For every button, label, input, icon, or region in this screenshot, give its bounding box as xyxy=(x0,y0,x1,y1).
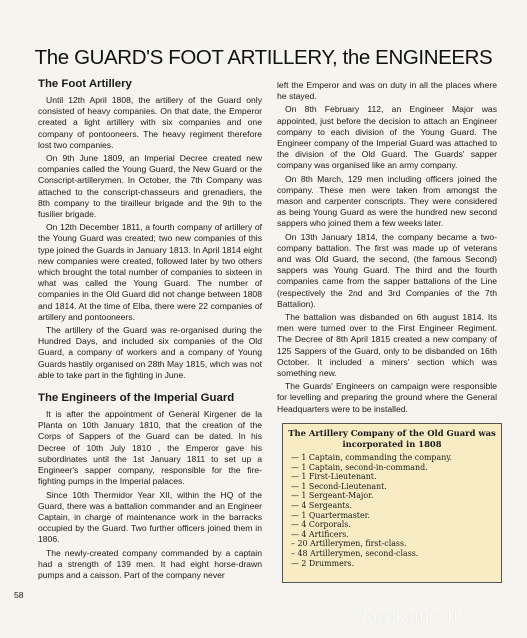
paragraph: Until 12th April 1808, the artillery of the Guard only consisted of heavy companies. On that date, the Emperor created a light artillery with six companies and one company of pontooneers. The heavy regiment therefore lost two companies. xyxy=(38,95,262,150)
box-title xyxy=(283,424,501,450)
page-title: The GUARD'S FOOT ARTILLERY, the ENGINEERS xyxy=(34,46,493,69)
heading-foot-artillery: The Foot Artillery xyxy=(38,78,132,90)
box-title-line-1: The Artillery Company of the Old Guard was xyxy=(288,428,496,438)
page-number: 58 xyxy=(14,590,24,600)
box-row: — 1 Captain, second-in-command. xyxy=(291,462,428,472)
box-row: – 20 Artillerymen, first-class. xyxy=(291,539,407,549)
box-row: — 1 Sergeant-Major. xyxy=(291,491,374,501)
left-column xyxy=(32,78,262,583)
box-row: — 1 Second-Lieutenant. xyxy=(291,481,387,491)
box-row: — 1 First-Lieutenant. xyxy=(291,472,377,482)
paragraph: On 8th February 112, an Engineer Major was appointed, just before the decision to attach an Engineer company to each division of the Young Guard. The Engineer company of the Imperial Guard was attached to the division of the Old Guard. The Guards' sapper company was organised like an army company. xyxy=(277,104,497,171)
box-row: — 1 Captain, commanding the company. xyxy=(291,453,453,462)
paragraph: left the Emperor and was on duty in all the places where he stayed. xyxy=(277,80,497,102)
box-row: — 4 Sergeants. xyxy=(291,500,353,510)
watermark: Nacekomie.ru xyxy=(355,606,464,625)
artillery-company-box xyxy=(282,423,502,583)
box-row: — 2 Drummers. xyxy=(291,558,355,568)
paragraph: It is after the appointment of General Kirgener de la Planta on 10th January 1810, that the creation of the Corps of Sappers of the Guard can be dated. In his Decree of 10th July 1810 , the Emperor gave his subordinates until the 1st January 1811 to set up a Engineer's sapper company, responsible for the fire-fighting pumps in the Imperial palaces. xyxy=(38,409,262,487)
box-row: — 4 Corporals. xyxy=(291,520,351,530)
paragraph: The newly-created company commanded by a captain had a strength of 139 men. It had eight horse-drawn pumps and a caisson. Part of the company never xyxy=(38,547,262,580)
paragraph: The Guards' Engineers on campaign were responsible for levelling and preparing the ground where the General Headquarters were to be installed. xyxy=(277,381,497,414)
paragraph: On 13th January 1814, the company became a two-company battalion. The first was made up of veterans and was Old Guard, the second, (the famous Second) sappers was Young Guard. The third and the fourth companies came from the sapper battalions of the Line (respectively the 2nd and 3rd Companies of the 7th Battalion). xyxy=(277,231,497,309)
box-row: — 4 Artificers. xyxy=(291,529,349,539)
paragraph: On 8th March, 129 men including officers joined the company. These men were taken from amongst the mason and carpenter conscripts. They were considered as being Young Guard as were the hundred new second sappers who joined them a few weeks later. xyxy=(277,173,497,229)
box-row: – 48 Artillerymen, second-class. xyxy=(291,548,419,558)
paragraph: The battalion was disbanded on 6th august 1814. Its men were turned over to the First Engineer Regiment. The Decree of 8th April 1815 created a new company of 125 Sappers of the Guard, only to be disbanded on 16th October. It included a miners' section which was something new. xyxy=(277,312,497,379)
paragraph: On 12th December 1811, a fourth company of artillery of the Young Guard was created; two new companies of this type joined the Guards in January 1813. In April 1814 eight new companies were created, followed later by two others which brought the total number of companies to sixteen in what was called the Young Guard. The number of companies in the Old Guard did not change between 1808 and 1814. At the time of Elba, there were 22 companies of artillery and pontooneers. xyxy=(38,222,262,322)
paragraph: Since 10th Thermidor Year XII, within the HQ of the Guard, there was a battalion commander and an Engineer Captain, in charge of maintenance work in the barracks occupied by the Guard. Two further officers joined them in 1806. xyxy=(38,489,262,545)
heading-engineers: The Engineers of the Imperial Guard xyxy=(38,392,235,405)
paragraph: On 9th June 1809, an Imperial Decree created new companies called the Young Guard, the New Guard or the Conscript-artillerymen. In October, the 7th Company was attached to the conscript-chasseurs and grenadiers, the 8th company to the tirailleur brigade and the 9th to the fusilier brigade. xyxy=(38,153,262,220)
right-column xyxy=(277,80,497,417)
paragraph: The artillery of the Guard was re-organised during the Hundred Days, and included six companies of the Old Guard, a company of workers and a company of Young Guards hastily organised on 28th May 1815, whch was not able to take part in the fighting in June. xyxy=(38,325,262,380)
box-title-line-2: incorporated in 1808 xyxy=(342,439,442,449)
box-row: — 1 Quartermaster. xyxy=(291,510,371,520)
